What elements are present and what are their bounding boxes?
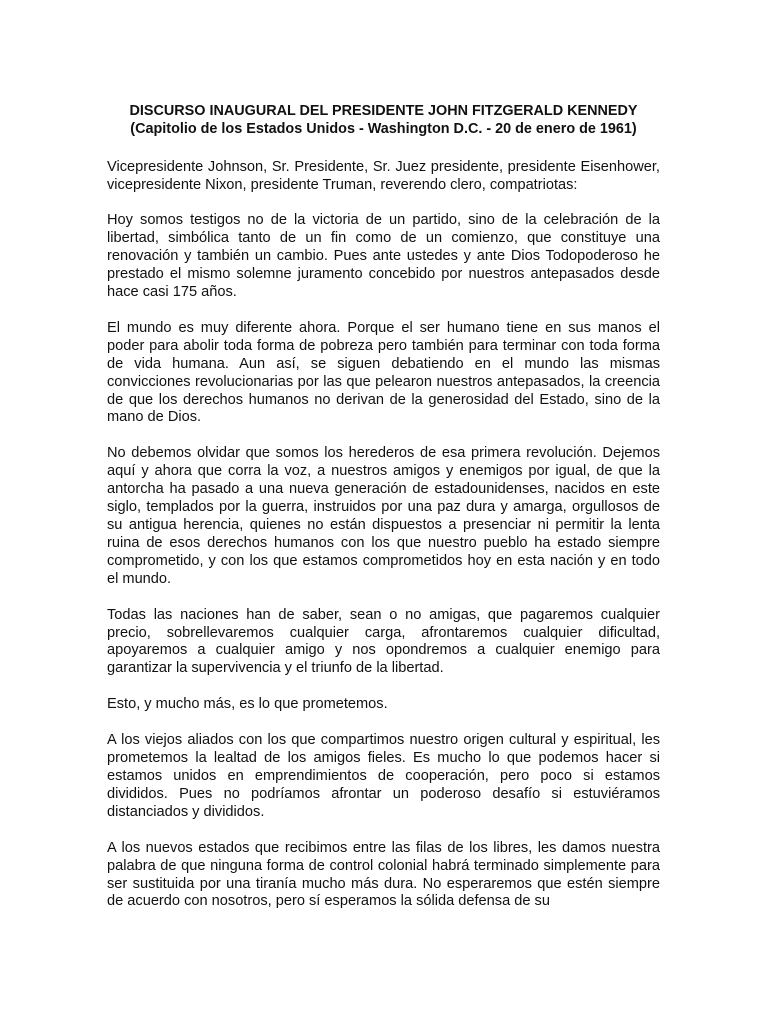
paragraph-world-different: El mundo es muy diferente ahora. Porque el ser humano tiene en sus manos el poder para abolir toda forma de pobreza pero también para terminar con toda forma de vida humana. Aun así, se siguen debatiendo en el mundo las mismas convicciones revolucionarias por las que pelearon nuestros antepasados, la creencia de que los derechos humanos no derivan de la generosidad del Estado, sino de la mano de Dios. — [107, 319, 660, 426]
paragraph-pledge: Esto, y mucho más, es lo que prometemos. — [107, 696, 388, 713]
title-line-2: (Capitolio de los Estados Unidos - Washington D.C. - 20 de enero de 1961) — [130, 120, 637, 137]
document-title — [107, 103, 660, 139]
paragraph-any-price: Todas las naciones han de saber, sean o no amigas, que pagaremos cualquier precio, sobrellevaremos cualquier carga, afrontaremos cualquier dificultad, apoyaremos a cualquier amigo y nos opondremos a cualquier enemigo para garantizar la supervivencia y el triunfo de la libertad. — [107, 606, 660, 677]
title-line-1: DISCURSO INAUGURAL DEL PRESIDENTE JOHN FITZGERALD KENNEDY — [129, 103, 638, 119]
paragraph-new-states: A los nuevos estados que recibimos entre las filas de los libres, les damos nuestra palabra de que ninguna forma de control colonial habrá terminado simplemente para ser sustituida por una tiranía mucho más dura. No esperaremos que estén siempre de acuerdo con nosotros, pero sí esperamos la sólida defensa de su — [107, 839, 660, 910]
paragraph-salutation: Vicepresidente Johnson, Sr. Presidente, Sr. Juez presidente, presidente Eisenhower, vicepresidente Nixon, presidente Truman, reverendo clero, compatriotas: — [107, 158, 660, 193]
paragraph-heirs: No debemos olvidar que somos los herederos de esa primera revolución. Dejemos aquí y ahora que corra la voz, a nuestros amigos y enemigos por igual, de que la antorcha ha pasado a una nueva generación de estadounidenses, nacidos en este siglo, templados por la guerra, instruidos por una paz dura y amarga, orgullosos de su antigua herencia, quienes no están dispuestos a presenciar ni permitir la lenta ruina de esos derechos humanos con los que nuestro pueblo ha estado siempre comprometido, y con los que estamos comprometidos hoy en esta nación y en todo el mundo. — [107, 445, 660, 587]
paragraph-old-allies: A los viejos aliados con los que compartimos nuestro origen cultural y espiritual, les prometemos la lealtad de los amigos fieles. Es mucho lo que podemos hacer si estamos unidos en emprendimientos de cooperación, pero poco si estamos divididos. Pues no podríamos afrontar un poderoso desafío si estuviéramos distanciados y divididos. — [107, 732, 660, 820]
document-page — [107, 103, 660, 911]
paragraph-celebration: Hoy somos testigos no de la victoria de un partido, sino de la celebración de la libertad, simbólica tanto de un fin como de un comienzo, que constituye una renovación y también un cambio. Pues ante ustedes y ante Dios Todopoderoso he prestado el mismo solemne juramento concebido por nuestros antepasados desde hace casi 175 años. — [107, 212, 660, 301]
